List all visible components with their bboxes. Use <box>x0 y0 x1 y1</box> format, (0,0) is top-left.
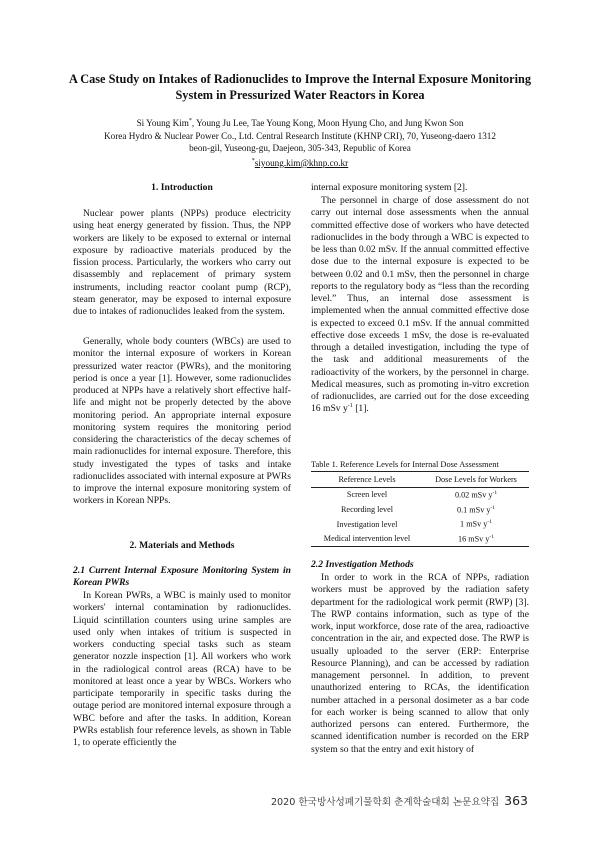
page-number: 363 <box>504 793 528 808</box>
table-header-dose-levels: Dose Levels for Workers <box>435 474 517 484</box>
methods-paragraph-1-continued: internal exposure monitoring system [2]. <box>311 182 468 193</box>
dose-value: 16 mSv y <box>458 534 490 544</box>
author-block <box>60 115 540 170</box>
email-line <box>60 155 540 170</box>
dose-value: 0.02 mSv y <box>454 490 493 500</box>
author-email[interactable]: siyoung.kim@khnp.co.kr <box>254 157 349 168</box>
methods-paragraph-1: In Korean PWRs, a WBC is mainly used to monitor workers' internal contamination by radionuclides. Liquid scintillation counters using urine samples are used only when intakes of tritium is suspected in workers conducting special tasks such as steam generator nozzle inspection [1]. All workers who work in the radiological control areas (RCA) have to be monitored at least once a year by WBCs. Workers who participate temporarily in specific tasks during the outage period are monitored internal exposure through a WBC before and after the tasks. In addition, Korean PWRs establish four reference levels, as shown in Table 1, to operate efficiently the <box>73 590 291 748</box>
paper-title: A Case Study on Intakes of Radionuclides to Improve the Internal Exposure Monitoring System in Pressurized Water Reactors in Korea <box>68 72 532 102</box>
table-header-reference-levels: Reference Levels <box>338 474 396 484</box>
table-row <box>311 487 529 502</box>
page-footer <box>271 793 528 808</box>
table-cell-dose <box>423 487 529 502</box>
section-heading-introduction: 1. Introduction <box>151 182 213 193</box>
table-cell-level: Investigation level <box>336 519 398 529</box>
subsection-heading-2-2: 2.2 Investigation Methods <box>311 559 414 570</box>
methods-paragraph-2-text: The personnel in charge of dose assessment do not carry out internal dose assessments when the annual committed effective dose of workers who have detected radionuclides in the body through a WBC is expected to be less than 0.02 mSv. If the annual committed effective dose due to the internal exposure is expected to be between 0.02 and 0.1 mSv, then the personnel in charge reports to the regulatory body as “less than the recording level.” Thus, an internal dose assessment is implemented when the annual committed effective dose is expected to exceed 0.1 mSv. If the annual committed effective dose exceeds 1 mSv, the dose is re-evaluated through a detailed investigation, including the type of the task and additional measurements of the radioactivity of the workers, by the personnel in charge. Medical measures, such as promoting in-vitro excretion of radionuclides, are carried out for the dose exceeding 16 mSv y <box>311 195 529 415</box>
co-authors: , Young Ju Lee, Tae Young Kong, Moon Hyung Cho, and Jung Kwon Son <box>191 118 464 129</box>
email-mark: * <box>251 157 255 164</box>
table-row <box>311 517 529 532</box>
dose-value: 0.1 mSv y <box>456 505 491 515</box>
table-cell-dose <box>423 502 529 517</box>
methods-paragraph-2 <box>311 195 529 416</box>
dose-unit-superscript: -1 <box>490 504 496 511</box>
table-cell-level: Screen level <box>346 490 388 500</box>
affiliation-line-2: beon-gil, Yuseong-gu, Daejeon, 305-343, Republic of Korea <box>189 143 411 154</box>
dose-unit-superscript: -1 <box>489 533 494 540</box>
table-1-caption: Table 1. Reference Levels for Internal Dose Assessment <box>311 460 499 469</box>
intro-paragraph-2: Generally, whole body counters (WBCs) are used to monitor the internal exposure of workers in Korean pressurized water reactor (PWRs), and the monitoring period is once a year [1]. However, some radionuclides produced at NPPs have a relatively short effective half-life and might not be properly detected by the above monitoring period. An appropriate internal exposure monitoring system requires the monitoring period considering the characteristics of the decay schemes of main radionuclides for internal exposure. Therefore, this study investigated the types of tasks and intake radionuclides associated with internal exposure at PWRs to improve the internal exposure monitoring system of workers in Korean NPPs. <box>73 336 291 507</box>
author-names <box>60 115 540 130</box>
section-heading-methods: 2. Materials and Methods <box>129 540 235 551</box>
table-cell-level: Recording level <box>340 504 394 514</box>
unit-superscript: -1 <box>347 403 353 410</box>
reference-citation: [1]. <box>355 403 369 415</box>
intro-paragraph-1: Nuclear power plants (NPPs) produce electricity using heat energy generated by fission. Thus, the NPP workers are likely to be exposed to external or internal exposure by radioactive materials produced by the fission process. Particularly, the workers who carry out disassembly and replacement of primary system instruments, including reactor coolant pump (RCP), steam generator, may be exposed to internal exposure due to intakes of radionuclides leaked from the system. <box>73 208 291 317</box>
table-row <box>311 531 529 546</box>
table-cell-dose <box>423 531 529 546</box>
reference-levels-table <box>311 471 529 547</box>
dose-unit-superscript: -1 <box>492 490 498 497</box>
table-row <box>311 502 529 517</box>
corresponding-mark: * <box>188 118 192 124</box>
subsection-heading-2-1: 2.1 Current Internal Exposure Monitoring System in Korean PWRs <box>73 565 291 589</box>
first-author: Si Young Kim <box>136 118 189 129</box>
table-cell-dose <box>423 517 529 532</box>
methods-paragraph-3: In order to work in the RCA of NPPs, radiation workers must be approved by the radiation safety department for the radiological work permit (RWP) [3]. The RWP contains information, such as type of the work, input workforce, dose rate of the area, radioactive concentration in the air, and expected dose. The RWP is usually uploaded to the server (ERP: Enterprise Resource Planning), and can be accessed by radiation management personnel. In addition, to prevent unauthorized entering to RCAs, the identification number attached in a personal dosimeter as a bar code for each worker is being scanned to allow that only authorized persons can entered. Furthermore, the scanned identification number is recorded on the ERP system so that the entry and exit history of <box>311 572 529 755</box>
proceedings-title: 2020 한국방사성폐기물학회 춘계학술대회 논문요약집 <box>270 797 500 808</box>
table-header-row <box>311 472 529 488</box>
affiliation-line-1: Korea Hydro & Nuclear Power Co., Ltd. Central Research Institute (KHNP CRI), 70, Yuseong-daero 1312 <box>104 130 496 141</box>
dose-value: 1 mSv y <box>460 519 488 529</box>
table-cell-level: Medical intervention level <box>323 534 411 544</box>
dose-unit-superscript: -1 <box>487 519 492 526</box>
